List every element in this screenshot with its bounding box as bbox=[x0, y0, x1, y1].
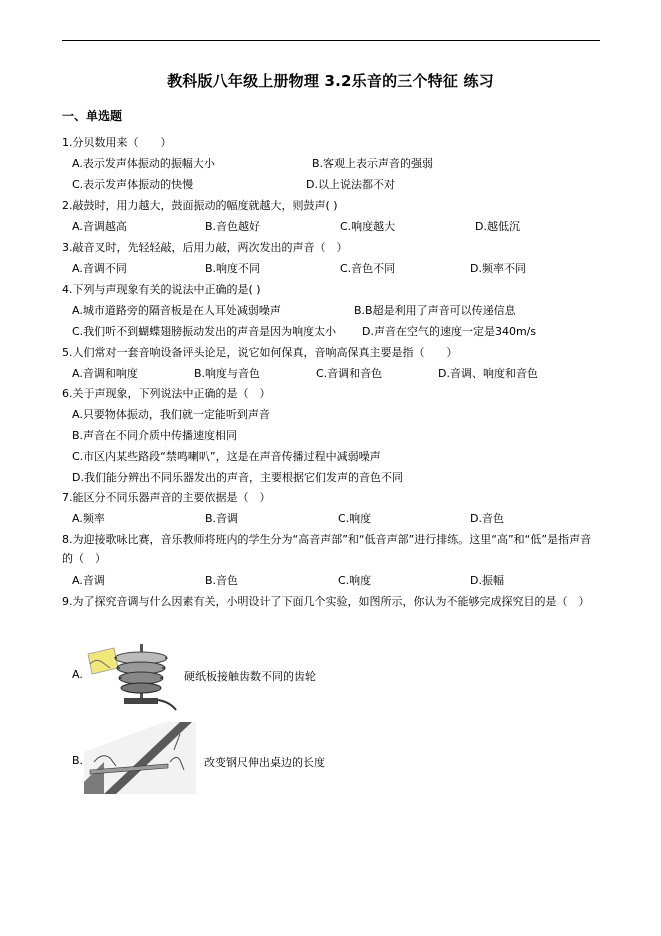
question-7-option-b: B.音调 bbox=[205, 512, 239, 525]
question-3-option-c: C.音色不同 bbox=[340, 262, 396, 275]
question-2-stem: 2.敲鼓时，用力越大，鼓面振动的幅度就越大，则鼓声( ) bbox=[62, 199, 338, 212]
question-9-option-a: A. bbox=[72, 668, 83, 681]
question-5-option-b: B.响度与音色 bbox=[194, 367, 261, 380]
question-8-option-c: C.响度 bbox=[338, 574, 372, 587]
question-7-option-d: D.音色 bbox=[470, 512, 504, 525]
question-6-option-d: D.我们能分辨出不同乐器发出的声音，主要根据它们发声的音色不同 bbox=[72, 471, 403, 484]
question-4-option-b: B.B超是利用了声音可以传递信息 bbox=[354, 304, 516, 317]
question-8-option-d: D.振幅 bbox=[470, 574, 504, 587]
question-6-stem: 6.关于声现象，下列说法中正确的是（ ） bbox=[62, 387, 271, 400]
question-8-option-a: A.音调 bbox=[72, 574, 105, 587]
question-1-option-a: A.表示发声体振动的振幅大小 bbox=[72, 157, 215, 170]
section-heading: 一、单选题 bbox=[62, 109, 123, 123]
question-5-option-a: A.音调和响度 bbox=[72, 367, 138, 380]
question-9-stem: 9.为了探究音调与什么因素有关，小明设计了下面几个实验，如图所示，你认为不能够完成探究目的是（ ） bbox=[62, 595, 590, 608]
gear-cardboard-figure bbox=[84, 634, 180, 712]
page-title: 教科版八年级上册物理 3.2乐音的三个特征 练习 bbox=[167, 72, 494, 90]
question-2-option-b: B.音色越好 bbox=[205, 220, 261, 233]
ruler-desk-figure bbox=[84, 722, 196, 794]
question-9-caption-b: 改变钢尺伸出桌边的长度 bbox=[204, 756, 325, 769]
question-4-option-a: A.城市道路旁的隔音板是在人耳处减弱噪声 bbox=[72, 304, 281, 317]
question-4-stem: 4.下列与声现象有关的说法中正确的是( ) bbox=[62, 283, 261, 296]
header-rule bbox=[62, 40, 600, 41]
question-6-option-b: B.声音在不同介质中传播速度相同 bbox=[72, 429, 238, 442]
question-7-stem: 7.能区分不同乐器声音的主要依据是（ ） bbox=[62, 491, 271, 504]
question-5-stem: 5.人们常对一套音响设备评头论足，说它如何保真，音响高保真主要是指（ ） bbox=[62, 346, 458, 359]
question-7-option-c: C.响度 bbox=[338, 512, 372, 525]
question-4-option-d: D.声音在空气的速度一定是340m/s bbox=[362, 325, 537, 338]
question-1-option-b: B.客观上表示声音的强弱 bbox=[312, 157, 434, 170]
question-2-option-a: A.音调越高 bbox=[72, 220, 127, 233]
question-9-option-b: B. bbox=[72, 754, 84, 767]
question-8-option-b: B.音色 bbox=[205, 574, 239, 587]
question-6-option-c: C.市区内某些路段“禁鸣喇叭”，这是在声音传播过程中减弱噪声 bbox=[72, 450, 381, 463]
question-6-option-a: A.只要物体振动，我们就一定能听到声音 bbox=[72, 408, 270, 421]
question-5-option-d: D.音调、响度和音色 bbox=[438, 367, 538, 380]
question-2-option-d: D.越低沉 bbox=[475, 220, 520, 233]
question-3-stem: 3.敲音叉时，先轻轻敲，后用力敲，两次发出的声音（ ） bbox=[62, 241, 348, 254]
question-1-option-c: C.表示发声体振动的快慢 bbox=[72, 178, 194, 191]
question-3-option-a: A.音调不同 bbox=[72, 262, 127, 275]
question-4-option-c: C.我们听不到蝴蝶翅膀振动发出的声音是因为响度太小 bbox=[72, 325, 337, 338]
question-3-option-d: D.频率不同 bbox=[470, 262, 526, 275]
question-1-option-d: D.以上说法都不对 bbox=[306, 178, 395, 191]
question-8-stem: 8.为迎接歌咏比赛，音乐教师将班内的学生分为“高音声部”和“低音声部”进行排练。这里“高”和“低”是指声音的（ ） bbox=[62, 533, 592, 565]
question-2-option-c: C.响度越大 bbox=[340, 220, 396, 233]
question-3-option-b: B.响度不同 bbox=[205, 262, 261, 275]
question-7-option-a: A.频率 bbox=[72, 512, 105, 525]
question-9-caption-a: 硬纸板接触齿数不同的齿轮 bbox=[184, 670, 316, 683]
question-1-stem: 1.分贝数用来（ ） bbox=[62, 136, 172, 149]
question-5-option-c: C.音调和音色 bbox=[316, 367, 383, 380]
